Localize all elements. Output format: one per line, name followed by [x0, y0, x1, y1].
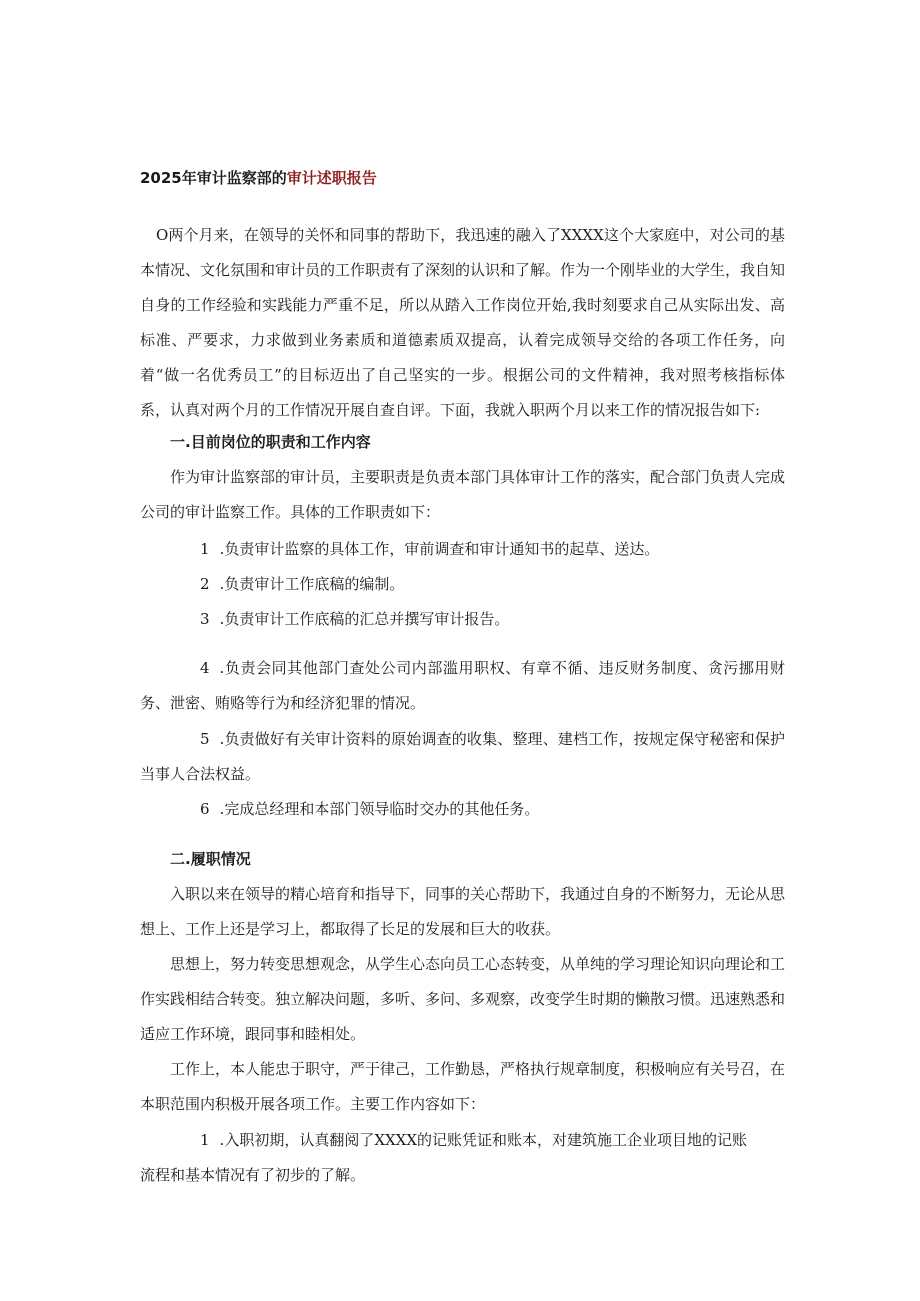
title-prefix: 2025年审计监察部的	[140, 169, 287, 187]
work-item-text: .入职初期，认真翻阅了XXXX的记账凭证和账本，对建筑施工企业项目地的记账	[219, 1131, 748, 1149]
section2-paragraph-2: 思想上，努力转变思想观念，从学生心态向员工心态转变，从单纯的学习理论知识向理论和工作实践相结合转变。独立解决问题，多听、多问、多观察，改变学生时期的懒散习惯。迅速熟悉和适应工作环境，跟同事和睦相处。	[140, 955, 786, 1043]
duty-item-number: 1	[200, 540, 210, 558]
duty-item-5	[140, 722, 785, 792]
section2-paragraph-1: 入职以来在领导的精心培育和指导下，同事的关心帮助下，我通过自身的不断努力，无论从思想上、工作上还是学习上，都取得了长足的发展和巨大的收获。	[140, 885, 786, 938]
duty-item-2	[140, 567, 785, 602]
work-item-1-line-2: 流程和基本情况有了初步的了解。	[140, 1166, 366, 1184]
duty-item-1	[140, 532, 785, 567]
duty-item-number: 5	[200, 730, 210, 748]
intro-paragraph: O两个月来，在领导的关怀和同事的帮助下，我迅速的融入了XXXX这个大家庭中，对公司的基本情况、文化氛围和审计员的工作职责有了深刻的认识和了解。作为一个刚毕业的大学生，我自知自身的工作经验和实践能力严重不足，所以从踏入工作岗位开始,我时刻要求自己从实际出发、高标准、严要求，力求做到业务素质和道德素质双提高，认着完成领导交给的各项工作任务，向着“做一名优秀员工”的目标迈出了自己坚实的一步。根据公司的文件精神，我对照考核指标体系，认真对两个月的工作情况开展自查自评。下面，我就入职两个月以来工作的情况报告如下:	[140, 226, 786, 419]
work-item-1-line-1	[140, 1123, 785, 1158]
duty-item-text: .完成总经理和本部门领导临时交办的其他任务。	[219, 800, 540, 818]
duty-item-number: 2	[200, 575, 210, 593]
section1-heading: 一.目前岗位的职责和工作内容	[170, 433, 371, 451]
section2-paragraph-3: 工作上，本人能忠于职守，严于律己，工作勤恳，严格执行规章制度，积极响应有关号召，在本职范围内积极开展各项工作。主要工作内容如下：	[140, 1060, 786, 1113]
section1-intro: 作为审计监察部的审计员，主要职责是负责本部门具体审计工作的落实，配合部门负责人完成公司的审计监察工作。具体的工作职责如下：	[140, 468, 786, 521]
duty-item-text: .负责会同其他部门查处公司内部滥用职权、有章不循、违反财务制度、贪污挪用财务、泄密、贿赂等行为和经济犯罪的情况。	[140, 659, 785, 712]
work-item-number: 1	[200, 1131, 210, 1149]
section2-heading: 二.履职情况	[170, 850, 251, 868]
duty-item-6	[140, 792, 785, 827]
duty-item-text: .负责审计工作底稿的汇总并撰写审计报告。	[219, 610, 510, 628]
duty-item-4	[140, 651, 785, 721]
duty-item-text: .负责做好有关审计资料的原始调查的收集、整理、建档工作，按规定保守秘密和保护当事人合法权益。	[140, 730, 785, 783]
duty-item-number: 3	[200, 610, 210, 628]
duty-item-number: 4	[200, 659, 210, 677]
duty-item-text: .负责审计监察的具体工作，审前调查和审计通知书的起草、送达。	[219, 540, 660, 558]
duty-item-3	[140, 602, 785, 637]
title-accent: 审计述职报告	[286, 169, 377, 187]
duty-item-number: 6	[200, 800, 210, 818]
duty-item-text: .负责审计工作底稿的编制。	[219, 575, 405, 593]
document-title	[140, 167, 377, 189]
